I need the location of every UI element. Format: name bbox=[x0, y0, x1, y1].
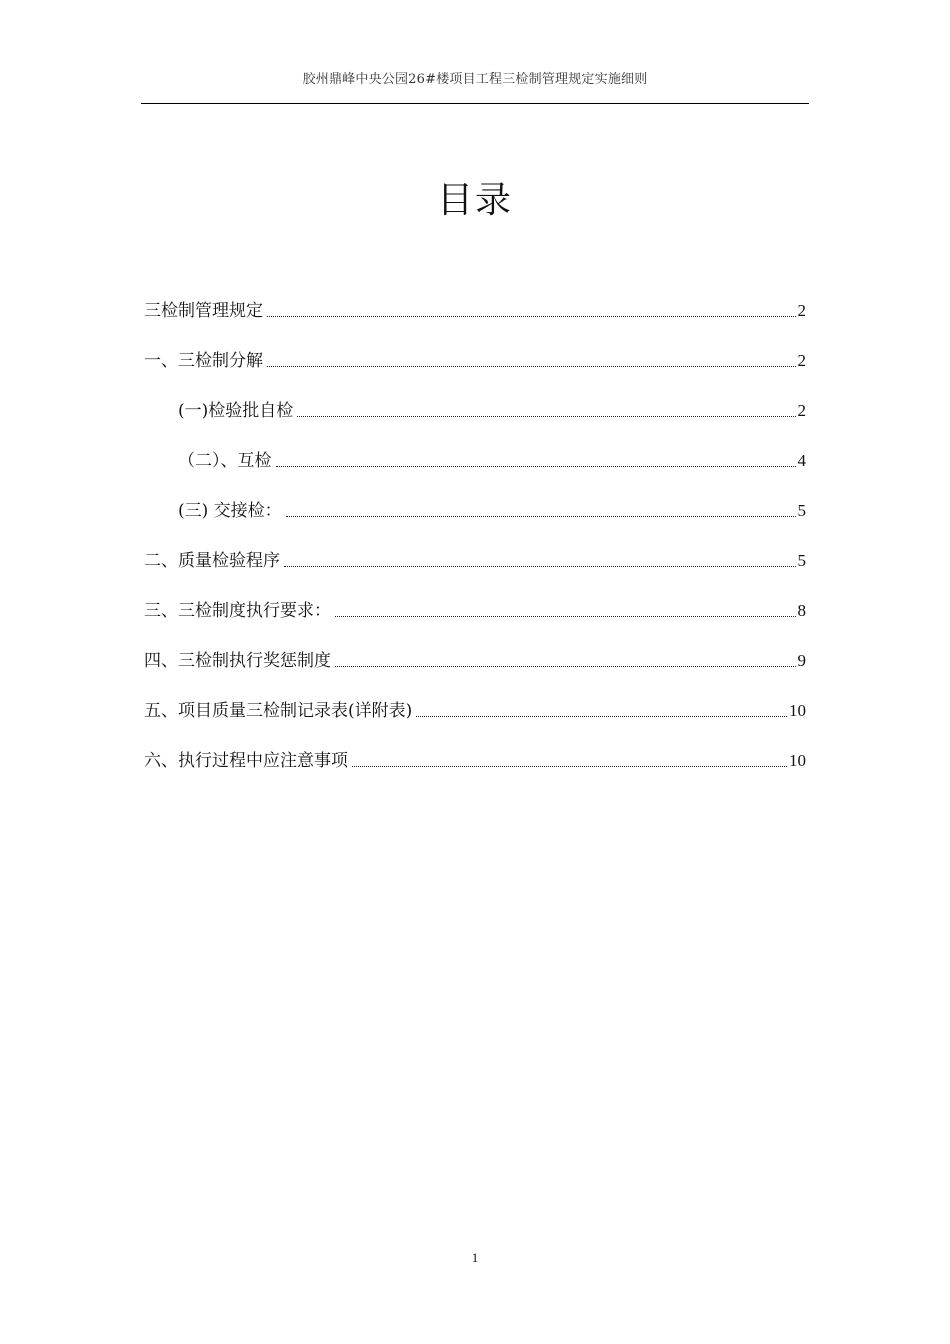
toc-entry[interactable] bbox=[178, 399, 806, 423]
toc-entry-label: 三、三检制度执行要求： bbox=[144, 601, 331, 621]
toc-entry-label: (三) 交接检： bbox=[178, 501, 282, 521]
toc-entry-label: 四、三检制执行奖惩制度 bbox=[144, 651, 331, 671]
toc-entry-label: 六、执行过程中应注意事项 bbox=[144, 751, 348, 771]
dot-leader bbox=[297, 415, 795, 417]
page-number: 1 bbox=[471, 1250, 479, 1265]
toc-entry-label: （二）、互检 bbox=[178, 451, 272, 471]
toc-entry[interactable] bbox=[178, 449, 806, 473]
dot-leader bbox=[335, 665, 796, 667]
toc-entry-page: 5 bbox=[797, 551, 806, 570]
toc-entry[interactable] bbox=[144, 349, 806, 373]
toc-entry[interactable] bbox=[178, 499, 806, 523]
toc-entry-page: 2 bbox=[797, 351, 806, 370]
dot-leader bbox=[284, 565, 796, 567]
toc-entry-page: 10 bbox=[789, 701, 806, 720]
dot-leader bbox=[286, 515, 796, 517]
dot-leader bbox=[416, 715, 787, 717]
toc-entry-label: 三检制管理规定 bbox=[144, 301, 263, 321]
toc-entry-page: 2 bbox=[797, 401, 806, 420]
dot-leader bbox=[267, 365, 796, 367]
toc-entry[interactable] bbox=[144, 649, 806, 673]
running-header: 胶州鼎峰中央公园26#楼项目工程三检制管理规定实施细则 bbox=[302, 72, 648, 87]
toc-entry[interactable] bbox=[144, 599, 806, 623]
toc-entry-page: 2 bbox=[797, 301, 806, 320]
toc-title: 目录 bbox=[436, 180, 513, 221]
dot-leader bbox=[335, 615, 796, 617]
dot-leader bbox=[267, 315, 796, 317]
dot-leader bbox=[352, 765, 787, 767]
toc-entry-label: 一、三检制分解 bbox=[144, 351, 263, 371]
toc-entry-page: 9 bbox=[797, 651, 806, 670]
toc-entry-page: 8 bbox=[797, 601, 806, 620]
toc-entry-label: (一)检验批自检 bbox=[178, 401, 294, 421]
toc-entry-label: 五、项目质量三检制记录表(详附表) bbox=[144, 701, 413, 721]
toc-entry-page: 10 bbox=[789, 751, 806, 770]
dot-leader bbox=[276, 465, 796, 467]
toc-entry[interactable] bbox=[144, 549, 806, 573]
toc-entry-page: 5 bbox=[797, 501, 806, 520]
toc-entry[interactable] bbox=[144, 749, 806, 773]
toc-entry-page: 4 bbox=[797, 451, 806, 470]
toc-entry-label: 二、质量检验程序 bbox=[144, 551, 280, 571]
toc-entry[interactable] bbox=[144, 299, 806, 323]
toc-entry[interactable] bbox=[144, 699, 806, 723]
